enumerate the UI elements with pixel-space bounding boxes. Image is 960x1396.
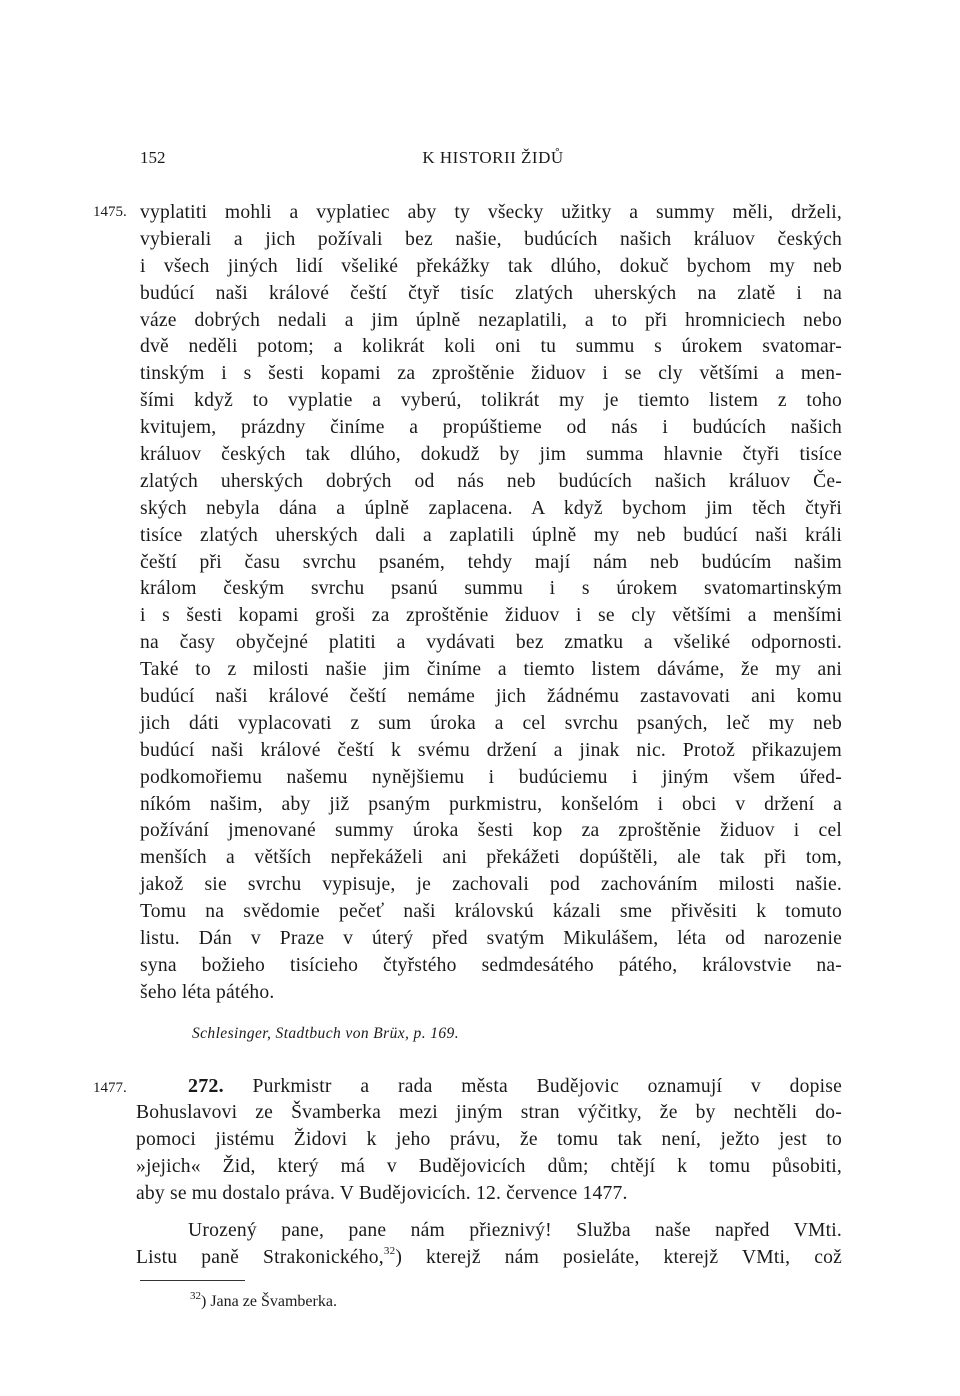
text-line: budúcí naši králové čeští k svému držení a jinak nic. Protož přikazujem xyxy=(140,739,842,761)
text-line: na časy obyčejné platiti a vydávati bez zmatku a všeliké odpornosti. xyxy=(140,632,842,654)
text-line: šeho léta pátého. xyxy=(140,981,275,1003)
footnote-reference-32: 32 xyxy=(383,1245,396,1258)
text-line: váze dobrých nedali a jim úplně nezaplatili, a to při hromniciech nebo xyxy=(140,309,842,331)
text-line: ských nebyla dána a úplně zaplacena. A když bychom jim těch čtyři xyxy=(140,497,842,519)
entry-272-line: »jejich« Žid, který má v Budějovicích dům; chtějí k tomu působiti, xyxy=(136,1155,842,1177)
text-line: budúcí naši králové čeští nemáme jich žádnému zastavovati ani komu xyxy=(140,686,842,708)
entry-272-line: pomoci jistému Židovi k jeho právu, že tomu tak není, ježto jest to xyxy=(136,1128,842,1150)
page-number: 152 xyxy=(140,148,166,167)
text-line: i všech jiných lidí všeliké překážky tak dlúho, dokuč bychom my neb xyxy=(140,255,842,277)
text-line: králuov českých tak dlúho, dokudž by jim summa hlavnie čtyři tisíce xyxy=(140,444,842,466)
footnote-text: ) Jana ze Švamberka. xyxy=(201,1293,337,1310)
letter-line-2-after: ) kterejž nám posieláte, kterejž VMti, což xyxy=(395,1246,842,1268)
letter-line-1 xyxy=(136,1218,842,1245)
text-line: požívání jmenované summy úroka šesti kop za zproštěnie židuov i cel xyxy=(140,820,842,842)
text-line: tinským i s šesti kopami za zproštěnie židuov i se cly většími a men- xyxy=(140,363,842,385)
text-line: vyplatiti mohli a vyplatiec aby ty všecky užitky a summy měli, drželi, xyxy=(140,202,842,223)
running-title: K HISTORII ŽIDŮ xyxy=(422,148,564,167)
text-line: šími když to vyplatie a vyberú, tolikrát my je tiemto listem z toho xyxy=(140,390,842,412)
running-head xyxy=(140,148,846,170)
letter-line-1-text: Urozený pane, pane nám přieznivý! Služba naše napřed VMti. xyxy=(188,1220,842,1241)
letter-line-2 xyxy=(136,1245,842,1272)
footnote-mark: 32 xyxy=(190,1289,201,1302)
text-line: čeští při času svrchu psaném, tehdy mají nám neb budúcím našim xyxy=(140,551,842,573)
entry-272-line: Bohuslavovi ze Švamberka mezi jiným stran výčitky, že by nechtěli do- xyxy=(136,1101,842,1123)
text-line: tisíce zlatých uherských dali a zaplatili úplně my neb budúcí naši králi xyxy=(140,524,842,546)
text-line: budúcí naši králové čeští čtyř tisíc zlatých uherských na zlatě i na xyxy=(140,282,842,304)
margin-year-1477: 1477. xyxy=(93,1080,127,1096)
text-line: menších a větších nepřekáželi ani překážeti dopúštěli, ale tak při tom, xyxy=(140,847,842,869)
entry-272-line-1: Purkmistr a rada města Budějovic oznamují v dopise xyxy=(223,1076,842,1097)
text-line: i s šesti kopami groši za zproštěnie židuov i se cly většími a menšími xyxy=(140,605,842,627)
text-line: Také to z milosti našie jim činíme a tiemto listem dáváme, že my ani xyxy=(140,659,842,681)
entry-272-line: aby se mu dostalo práva. V Budějovicích. 12. července 1477. xyxy=(136,1182,628,1204)
text-line: níkóm našim, aby již psaným purkmistru, konšelóm i obci v držení a xyxy=(140,793,842,815)
footnote-rule xyxy=(140,1280,245,1281)
letter-line-2-before: Listu paně Strakonického, xyxy=(136,1246,384,1268)
entry-272-first-line xyxy=(136,1073,842,1100)
text-line: listu. Dán v Praze v úterý před svatým Mikulášem, léta od narozenie xyxy=(140,928,842,950)
letter-opening-paragraph xyxy=(136,1218,842,1272)
text-line: podkomořiemu našemu nynějšiemu i budúciemu i jiným všem úřed- xyxy=(140,766,842,788)
text-line: Tomu na svědomie pečeť naši královskú kázali sme přivěsiti k tomuto xyxy=(140,901,842,923)
entry-number: 272. xyxy=(188,1075,224,1097)
charter-text-paragraph xyxy=(140,200,842,1007)
text-line: zlatých uherských dobrých od nás neb budúcích našich králuov Če- xyxy=(140,470,842,492)
text-line: jakož sie svrchu vypisuje, je zachovali pod zachováním milosti našie. xyxy=(140,874,842,896)
text-line: jich dáti vyplacovati z sum úroka a cel svrchu psaných, leč my neb xyxy=(140,712,842,734)
text-line: králom českým svrchu psanú summu i s úrokem svatomartinským xyxy=(140,578,842,600)
footnote-32 xyxy=(190,1289,337,1311)
text-line: vybierali a jich požívali bez našie, budúcích našich králuov českých xyxy=(140,228,842,250)
text-line: syna božieho tisícieho čtyřstého sedmdesátého pátého, královstvie na- xyxy=(140,954,842,976)
source-citation: Schlesinger, Stadtbuch von Brüx, p. 169. xyxy=(192,1025,459,1042)
margin-year-1475: 1475. xyxy=(93,204,127,220)
text-line: kvitujem, prázdny činíme a propúštieme od nás i budúcích našich xyxy=(140,417,842,439)
entry-272-summary xyxy=(136,1073,842,1207)
text-line: dvě neděli potom; a kolikrát koli oni tu summu s úrokem svatomar- xyxy=(140,336,842,358)
